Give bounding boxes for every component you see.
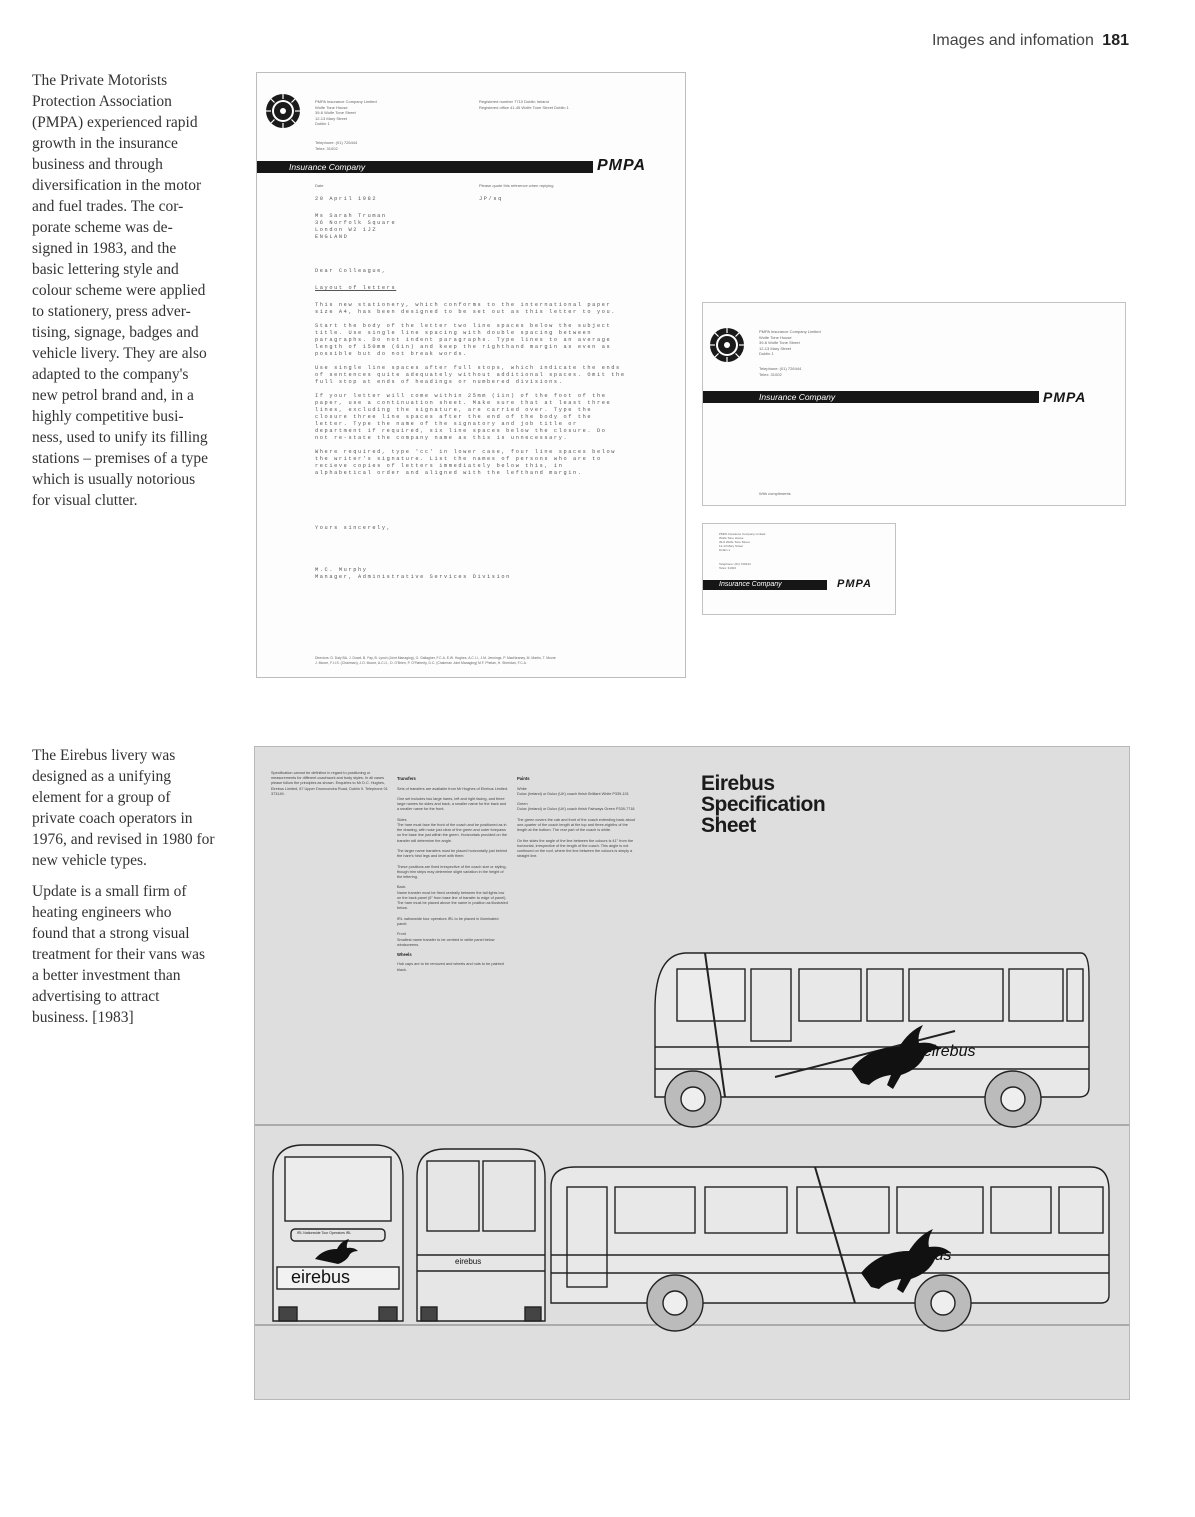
card-telephone: Telephone: (01) 726444 Telex: 31002 [719,562,751,570]
card-address: PMPA Insurance Company Limited Wolfe Tone House 39-6 Wolfe Tone Street 12-13 Mary Street Dublin 1 [719,532,766,552]
coach-side-view-upper [655,953,1089,1127]
slip-telephone: Telephone: (01) 726444 Telex: 31002 [759,366,802,377]
paints-heading: Paints [517,776,530,782]
registered-office: Registered number 7710 Dublin Ireland Registered office 41-45 Wolfe Tone Street Dublin 1 [479,99,569,110]
running-header [932,32,1129,50]
letter-signatory: M.C. Murphy Manager, Administrative Services Division [315,567,511,580]
reference-label: Please quote this reference when replying [479,183,554,188]
title-line: Sheet [701,814,756,837]
rear-illuminated-panel: IRL Nationwide Tour Operators IRL [297,1231,352,1235]
coach-drawings [255,747,1129,1399]
slip-address: PMPA Insurance Company Limited Wolfe Tone House 39-6 Wolfe Tone Street 12-13 Mary Street Dublin 1 [759,329,821,356]
pmpa-caption: The Private Motorists Protection Association (PMPA) experienced rapid growth in the insurance business and through diversification in the motor and fuel trades. The cor- porate scheme was de- signed in 1983, and the basic lettering style and colour scheme were applied to stationery, press adver- tising, signage, badges and vehicle livery. They are also adapted to the company's new petrol brand and, in a highly competitive busi- ness, used to unify its filling stations – premises of a type which is usually notorious for visual clutter. [32,72,209,509]
pmpa-wheel-emblem-icon [709,327,745,363]
letter-subject: Layout of letters [315,285,397,291]
company-address: PMPA Insurance Company Limited Wolfe Tone House 39-6 Wolfe Tone Street 12-13 Mary Street Dublin 1 [315,99,377,126]
letter-recipient: Ms Sarah Truman 36 Norfolk Square London W2 1JZ ENGLAND [315,213,397,240]
pmpa-wheel-emblem-icon [265,93,301,129]
transfers-body: Sets of transfers are available from Mr Hughes of Eirebus Limited. One set includes two large hares, left and right facing, and three large names for sides and back, a smaller name for the back and a smaller name for the front. Sides The hare must face the front of the coach and be positioned as in the drawing, with nose just clear of the green and outer forepaws on the base line just within the green. Horizontals provided on the transfer will determine the angle. The larger name transfers must be placed horizontally just behind the hare's hind legs and level with them. These positions are fixed irrespective of the coach size or styling, though trim strips may determine slight variation in the height of the lettering. Back Name transfer must be fixed centrally between the tail lights low on the back panel (6" from base line of transfer to edge of panel). The hare must be placed above the name in position as illustrated below. IRL nationwide tour operators IRL to be placed in illuminated panel. Front Smallest name transfer to be centred in white panel below windscreens. [397,786,509,947]
slip-insurance-band: Insurance Company [703,391,1039,403]
section-title: Images and infomation [931,32,1094,49]
directors-footer: Directors: D. Daly BA, J. Dowd, B. Fay, B. Lynch (Joint Managing), G. Gallagher, F.C.A. E.W. Hughes, A.C.I.I., J.M. Jennings, P. MacNeaney, M. Martin, T. Moore J. Moore, F.I.I.S. (Chairman), J.O. Moore, A.C.I.I., D. O'Brien, P. O'Flaherty, D.C. (Chairman Joint Managing) M.F. Phelan, H. Sheridan, F.C.A. [315,656,556,665]
eirebus-wordmark-upper: eirebus [923,1043,976,1060]
pmpa-small-card [702,523,896,615]
wheels-heading: Wheels [397,951,412,957]
date-label: Date [315,183,324,188]
coach-side-view-lower [551,1167,1109,1331]
coach-front-view [417,1149,545,1321]
slip-pmpa-logotype: PMPA [1043,389,1087,405]
compliments-slip [702,302,1126,506]
update-caption: Update is a small firm of heating engineers who found that a strong visual treatment for their vans was a better investment than advertising to attract business. [1983] [32,883,206,1026]
letter-body: This new stationery, which conforms to the international paper size A4, has been designed to be set out as this letter to you. Start the body of the letter two line spaces below the subject title. Use single line spacing with double spacing between paragraphs. Do not indent paragraphs. Type lines to an average length of 150mm (6in) and keep the righthand margin as even as possible but do not break words. Use single line spaces after full stops, which indicate the ends of sentences quite adequately without additional spaces. Omit the full stop at ends of headings or numbered divisions. If your letter will come within 25mm (1in) of the foot of the paper, use a continuation sheet. Make sure that at least three lines, excluding the signature, are carried over. Type the closure three line spaces after the end of the body of the letter. Type the name of the signatory and job title or department if required, six line spaces below the closure. Do not re-state the company name as this is unnecessary. Where required, type 'cc' in lower case, four line spaces below the writer's signature. List the names of persons who are to recieve copies of letters immediately below this, in alphabetical order and aligned with the lefthand margin. [315,302,626,476]
eirebus-caption: The Eirebus livery was designed as a unifying element for a group of private coach operators in 1976, and revised in 1980 for new vehicle types. [32,747,215,869]
spec-intro: Specification cannot be definitive in regard to positioning or measurements for different coachwork and body styles. In all cases please follow the principles as shown. Enquiries to Mr D.C. Hughes, Eirebus Limited, 67 Upper Drumcondra Road, Dublin 9. Telephone 01 373149. [271,771,388,796]
transfers-heading: Transfers [397,776,416,782]
eirebus-wordmark-lower: eirebus [899,1247,952,1264]
eirebus-specification-sheet [254,746,1130,1400]
letter-date: 20 April 1982 [315,196,378,202]
letter-salutation: Dear Colleague, [315,268,387,274]
letter-closure: Yours sincerely, [315,525,392,531]
card-insurance-band: Insurance Company [703,580,827,590]
eirebus-caption-block [32,745,237,1038]
pmpa-logotype: PMPA [597,157,647,174]
page-number: 181 [1102,32,1129,49]
letter-reference: JP/sq [479,196,503,202]
eirebus-wordmark-front: eirebus [455,1257,482,1266]
company-telephone: Telephone: (01) 726444 Telex: 31002 [315,140,358,151]
paints-body: White Dulux (Ireland) or Dulux (UK) coach finish Brilliant White P339-101 Green Dulux (Ireland) or Dulux (UK) coach finish Fairways Green P339-7718 The green covers the cab and front of the coach extending back about one-quarter of the coach length at the top and three-eighths of the length at the bottom. The rear part of the coach is white. On the sides the angle of the line between the colours is 41° from the horizontal, irrespective of the length of the coach. This angle is not continued on the roof, where the line between the colours is simply a straight line. [517,786,635,859]
pmpa-letterhead [256,72,686,678]
eirebus-wordmark-rear: eirebus [291,1267,351,1287]
title-line: Eirebus [701,772,775,795]
wheels-body: Hub caps are to be removed and wheels and nuts to be painted black. [397,962,504,972]
pmpa-caption-block [32,70,237,521]
with-compliments-text: With compliments [759,491,791,496]
insurance-company-band: Insurance Company [257,161,593,173]
card-pmpa-logotype: PMPA [837,578,872,590]
title-line: Specification [701,793,826,816]
